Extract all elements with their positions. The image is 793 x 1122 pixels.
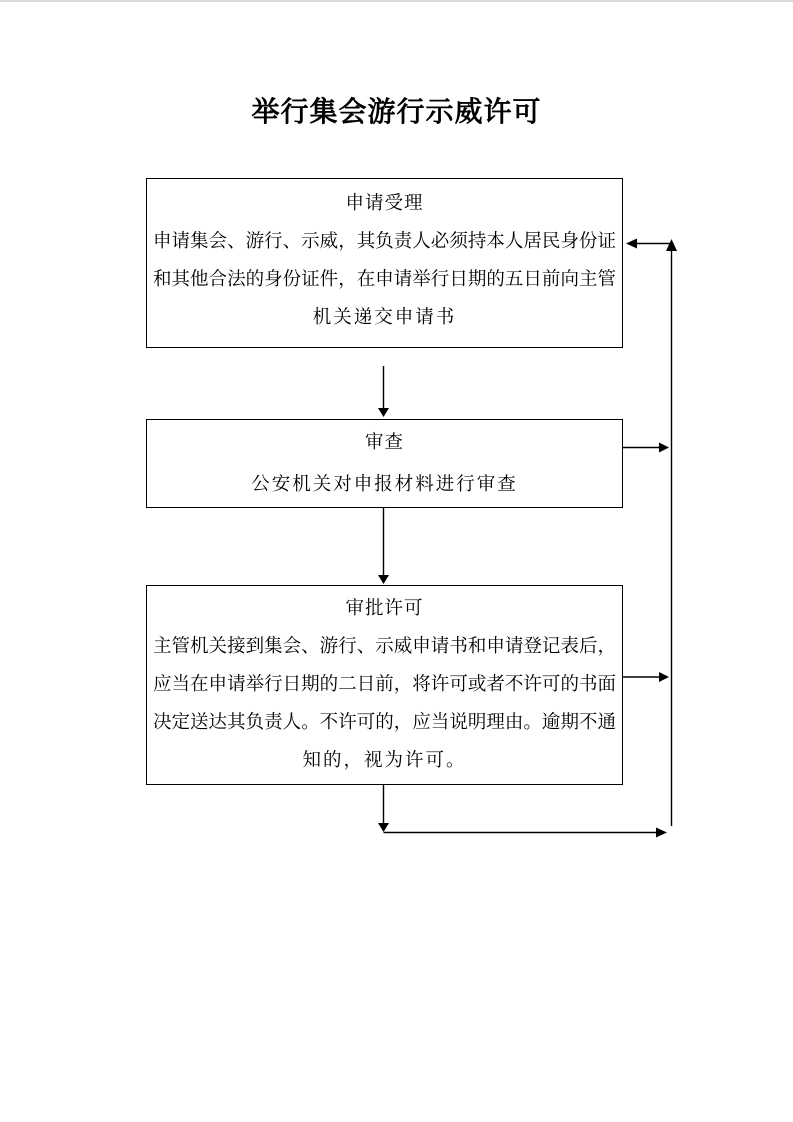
box-title: 审批许可 <box>345 599 424 619</box>
box-text-line: 和其他合法的身份证件，在申请举行日期的五日前向主管 <box>153 270 616 290</box>
feedback-line-to-box1 <box>626 239 677 827</box>
connector-box3-to-feedback-line <box>623 672 669 682</box>
arrow-box1-to-box2 <box>378 366 389 417</box>
box-text-line: 应当在申请举行日期的二日前，将许可或者不许可的书面 <box>153 675 616 695</box>
box-title: 审查 <box>364 433 404 453</box>
connector-box3-bottom-to-feedback-line <box>378 785 667 838</box>
box-text-line: 机关递交申请书 <box>312 308 457 328</box>
box-text-line: 申请集会、游行、示威，其负责人必须持本人居民身份证 <box>153 232 616 252</box>
page-title: 举行集会游行示威许可 <box>251 96 542 127</box>
connector-box2-to-feedback-line <box>623 443 669 453</box>
box-text-line: 公安机关对申报材料进行审查 <box>251 475 518 495</box>
box-text-line: 决定送达其负责人。不许可的，应当说明理由。逾期不通 <box>153 713 616 733</box>
box-text-line: 主管机关接到集会、游行、示威申请书和申请登记表后， <box>153 637 616 657</box>
box-text-line: 知的，视为许可。 <box>302 751 467 771</box>
box-title: 申请受理 <box>345 194 424 214</box>
arrow-box2-to-box3 <box>378 508 389 584</box>
